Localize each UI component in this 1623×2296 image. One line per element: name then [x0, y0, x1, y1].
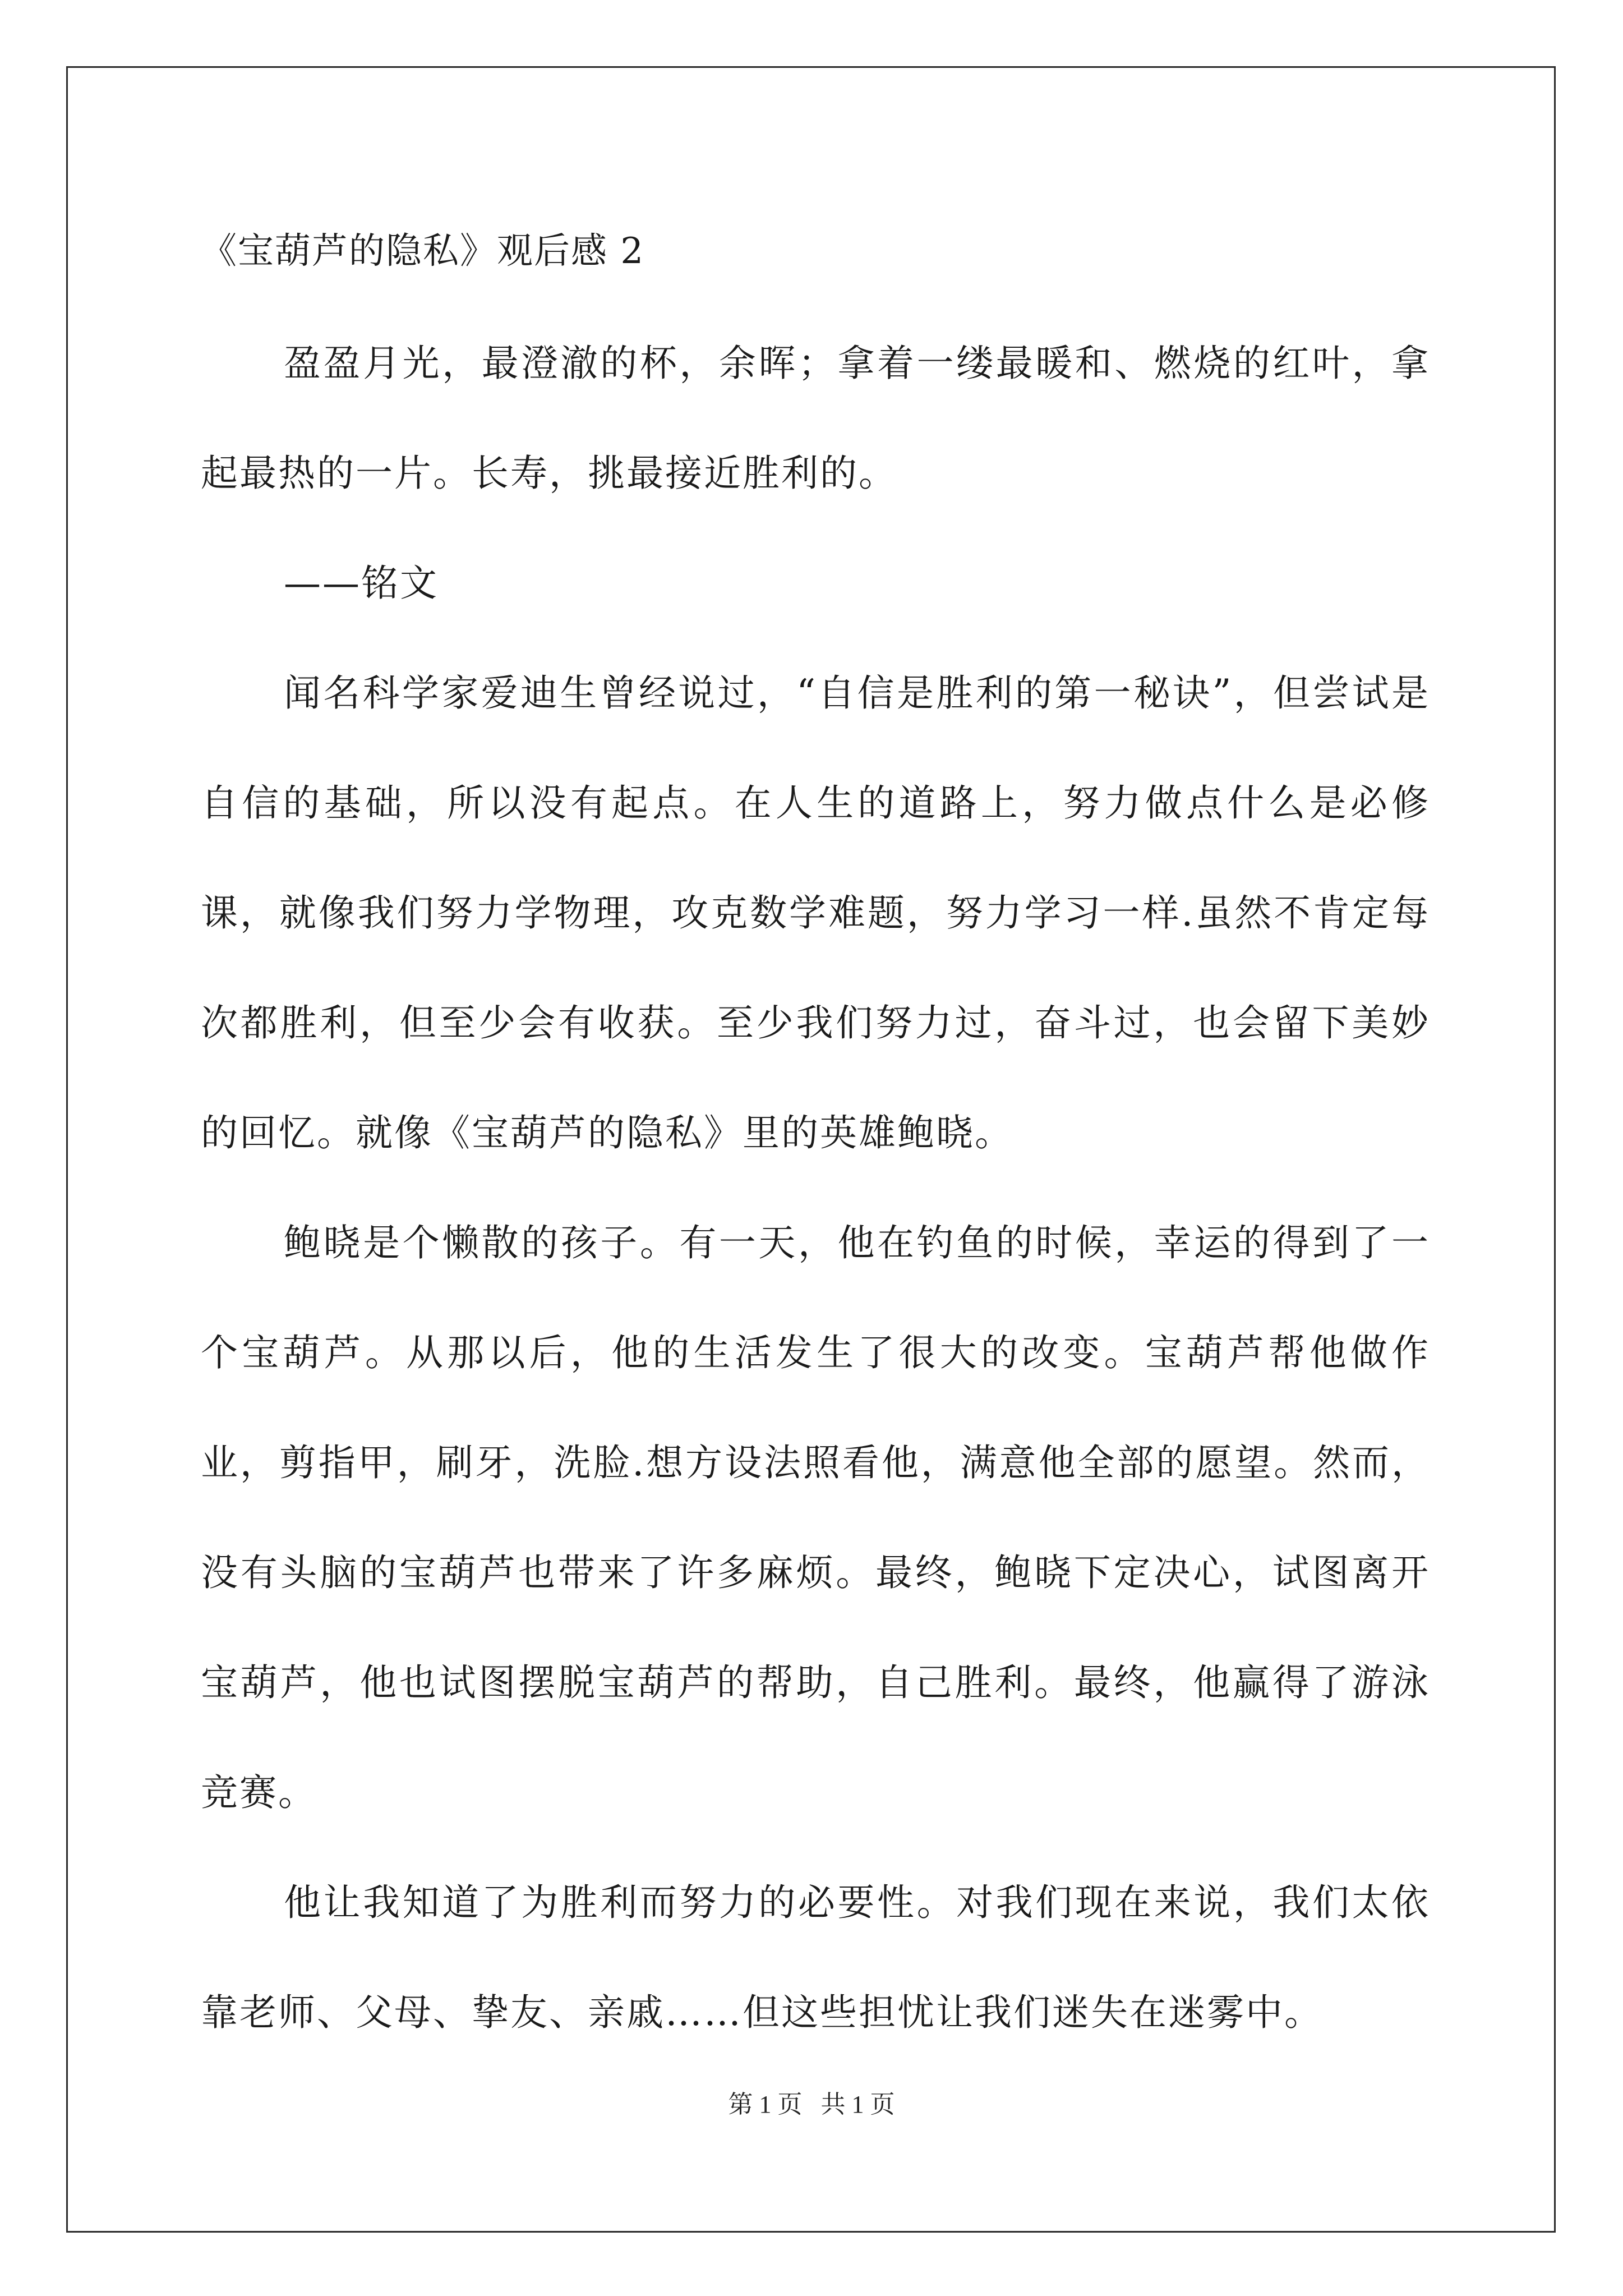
page-number: 第 1 页: [728, 2091, 803, 2118]
paragraph-intro: 盈盈月光，最澄澈的杯，余晖；拿着一缕最暖和、燃烧的红叶，拿起最热的一片。长寿，挑最接近胜利的。: [201, 342, 1430, 495]
document-body: [201, 223, 1430, 2068]
paragraph-baoxiao: 鲍晓是个懒散的孩子。有一天，他在钓鱼的时候，幸运的得到了一个宝葫芦。从那以后，他的生活发生了很大的改变。宝葫芦帮他做作业，剪指甲，刷牙，洗脸.想方设法照看他，满意他全部的愿望。然而，没有头脑的宝葫芦也带来了许多麻烦。最终，鲍晓下定决心，试图离开宝葫芦，他也试图摆脱宝葫芦的帮助，自己胜利。最终，他赢得了游泳竞赛。: [201, 1221, 1430, 1814]
page-total: 共 1 页: [820, 2091, 895, 2118]
page-footer: [0, 2088, 1623, 2122]
paragraph-conclusion: 他让我知道了为胜利而努力的必要性。对我们现在来说，我们太依靠老师、父母、挚友、亲戚……但这些担忧让我们迷失在迷雾中。: [201, 1881, 1430, 2034]
paragraph-edison: 闻名科学家爱迪生曾经说过，“自信是胜利的第一秘诀”，但尝试是自信的基础，所以没有起点。在人生的道路上，努力做点什么是必修课，就像我们努力学物理，攻克数学难题，努力学习一样.虽然不肯定每次都胜利，但至少会有收获。至少我们努力过，奋斗过，也会留下美妙的回忆。就像《宝葫芦的隐私》里的英雄鲍晓。: [201, 671, 1430, 1154]
paragraph-inscription: ——铭文: [284, 562, 439, 605]
document-title: 《宝葫芦的隐私》观后感 2: [201, 231, 645, 272]
